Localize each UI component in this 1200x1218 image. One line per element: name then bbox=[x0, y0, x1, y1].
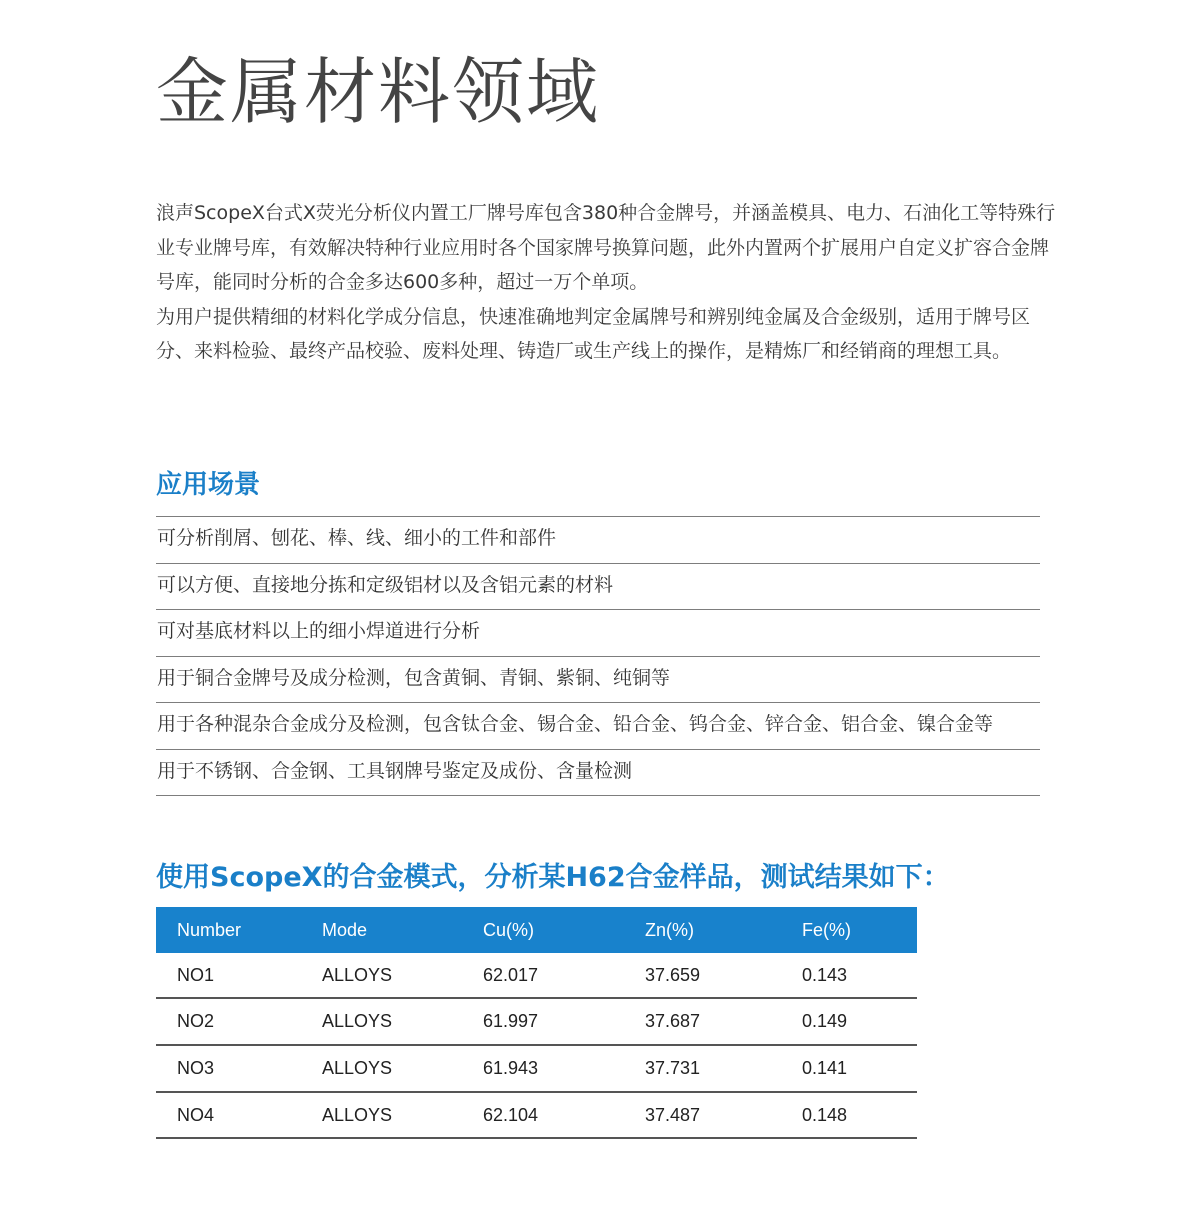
cell-cu: 62.017 bbox=[483, 953, 645, 998]
column-header-fe: Fe(%) bbox=[802, 907, 917, 953]
applications-heading: 应用场景 bbox=[156, 470, 261, 500]
table-row bbox=[156, 953, 917, 998]
column-header-zn: Zn(%) bbox=[645, 907, 802, 953]
cell-cu: 61.943 bbox=[483, 1045, 645, 1092]
list-item: 可以方便、直接地分拣和定级铝材以及含铝元素的材料 bbox=[156, 564, 1040, 611]
cell-mode: ALLOYS bbox=[322, 953, 483, 998]
cell-cu: 62.104 bbox=[483, 1092, 645, 1138]
table-row bbox=[156, 1092, 917, 1138]
cell-fe: 0.143 bbox=[802, 953, 917, 998]
table-row bbox=[156, 1045, 917, 1092]
cell-cu: 61.997 bbox=[483, 998, 645, 1045]
page-title: 金属材料领域 bbox=[156, 50, 601, 134]
cell-number: NO4 bbox=[156, 1092, 322, 1138]
cell-zn: 37.731 bbox=[645, 1045, 802, 1092]
cell-mode: ALLOYS bbox=[322, 998, 483, 1045]
results-table bbox=[156, 907, 917, 1139]
list-item: 用于铜合金牌号及成分检测，包含黄铜、青铜、紫铜、纯铜等 bbox=[156, 657, 1040, 704]
table-header-row bbox=[156, 907, 917, 953]
column-header-number: Number bbox=[156, 907, 322, 953]
intro-paragraph: 浪声ScopeX台式X荧光分析仪内置工厂牌号库包含380种合金牌号，并涵盖模具、电力、石油化工等特殊行业专业牌号库，有效解决特种行业应用时各个国家牌号换算问题，此外内置两个扩展用户自定义扩容合金牌号库，能同时分析的合金多达600多种，超过一万个单项。 bbox=[156, 202, 1056, 293]
table-row bbox=[156, 998, 917, 1045]
cell-fe: 0.148 bbox=[802, 1092, 917, 1138]
results-heading: 使用ScopeX的合金模式，分析某H62合金样品，测试结果如下： bbox=[156, 862, 950, 893]
list-item: 可对基底材料以上的细小焊道进行分析 bbox=[156, 610, 1040, 657]
cell-number: NO2 bbox=[156, 998, 322, 1045]
intro-paragraph: 为用户提供精细的材料化学成分信息，快速准确地判定金属牌号和辨别纯金属及合金级别，适用于牌号区分、来料检验、最终产品校验、废料处理、铸造厂或生产线上的操作，是精炼厂和经销商的理想工具。 bbox=[156, 305, 1031, 362]
cell-mode: ALLOYS bbox=[322, 1045, 483, 1092]
cell-fe: 0.141 bbox=[802, 1045, 917, 1092]
cell-mode: ALLOYS bbox=[322, 1092, 483, 1138]
applications-list bbox=[156, 516, 1040, 796]
list-item: 可分析削屑、刨花、棒、线、细小的工件和部件 bbox=[156, 517, 1040, 564]
cell-zn: 37.487 bbox=[645, 1092, 802, 1138]
column-header-cu: Cu(%) bbox=[483, 907, 645, 953]
list-item: 用于各种混杂合金成分及检测，包含钛合金、锡合金、铅合金、钨合金、锌合金、铝合金、镍合金等 bbox=[156, 703, 1040, 750]
cell-number: NO1 bbox=[156, 953, 322, 998]
intro-text bbox=[156, 196, 1056, 369]
cell-number: NO3 bbox=[156, 1045, 322, 1092]
cell-zn: 37.659 bbox=[645, 953, 802, 998]
column-header-mode: Mode bbox=[322, 907, 483, 953]
cell-fe: 0.149 bbox=[802, 998, 917, 1045]
cell-zn: 37.687 bbox=[645, 998, 802, 1045]
list-item: 用于不锈钢、合金钢、工具钢牌号鉴定及成份、含量检测 bbox=[156, 750, 1040, 797]
